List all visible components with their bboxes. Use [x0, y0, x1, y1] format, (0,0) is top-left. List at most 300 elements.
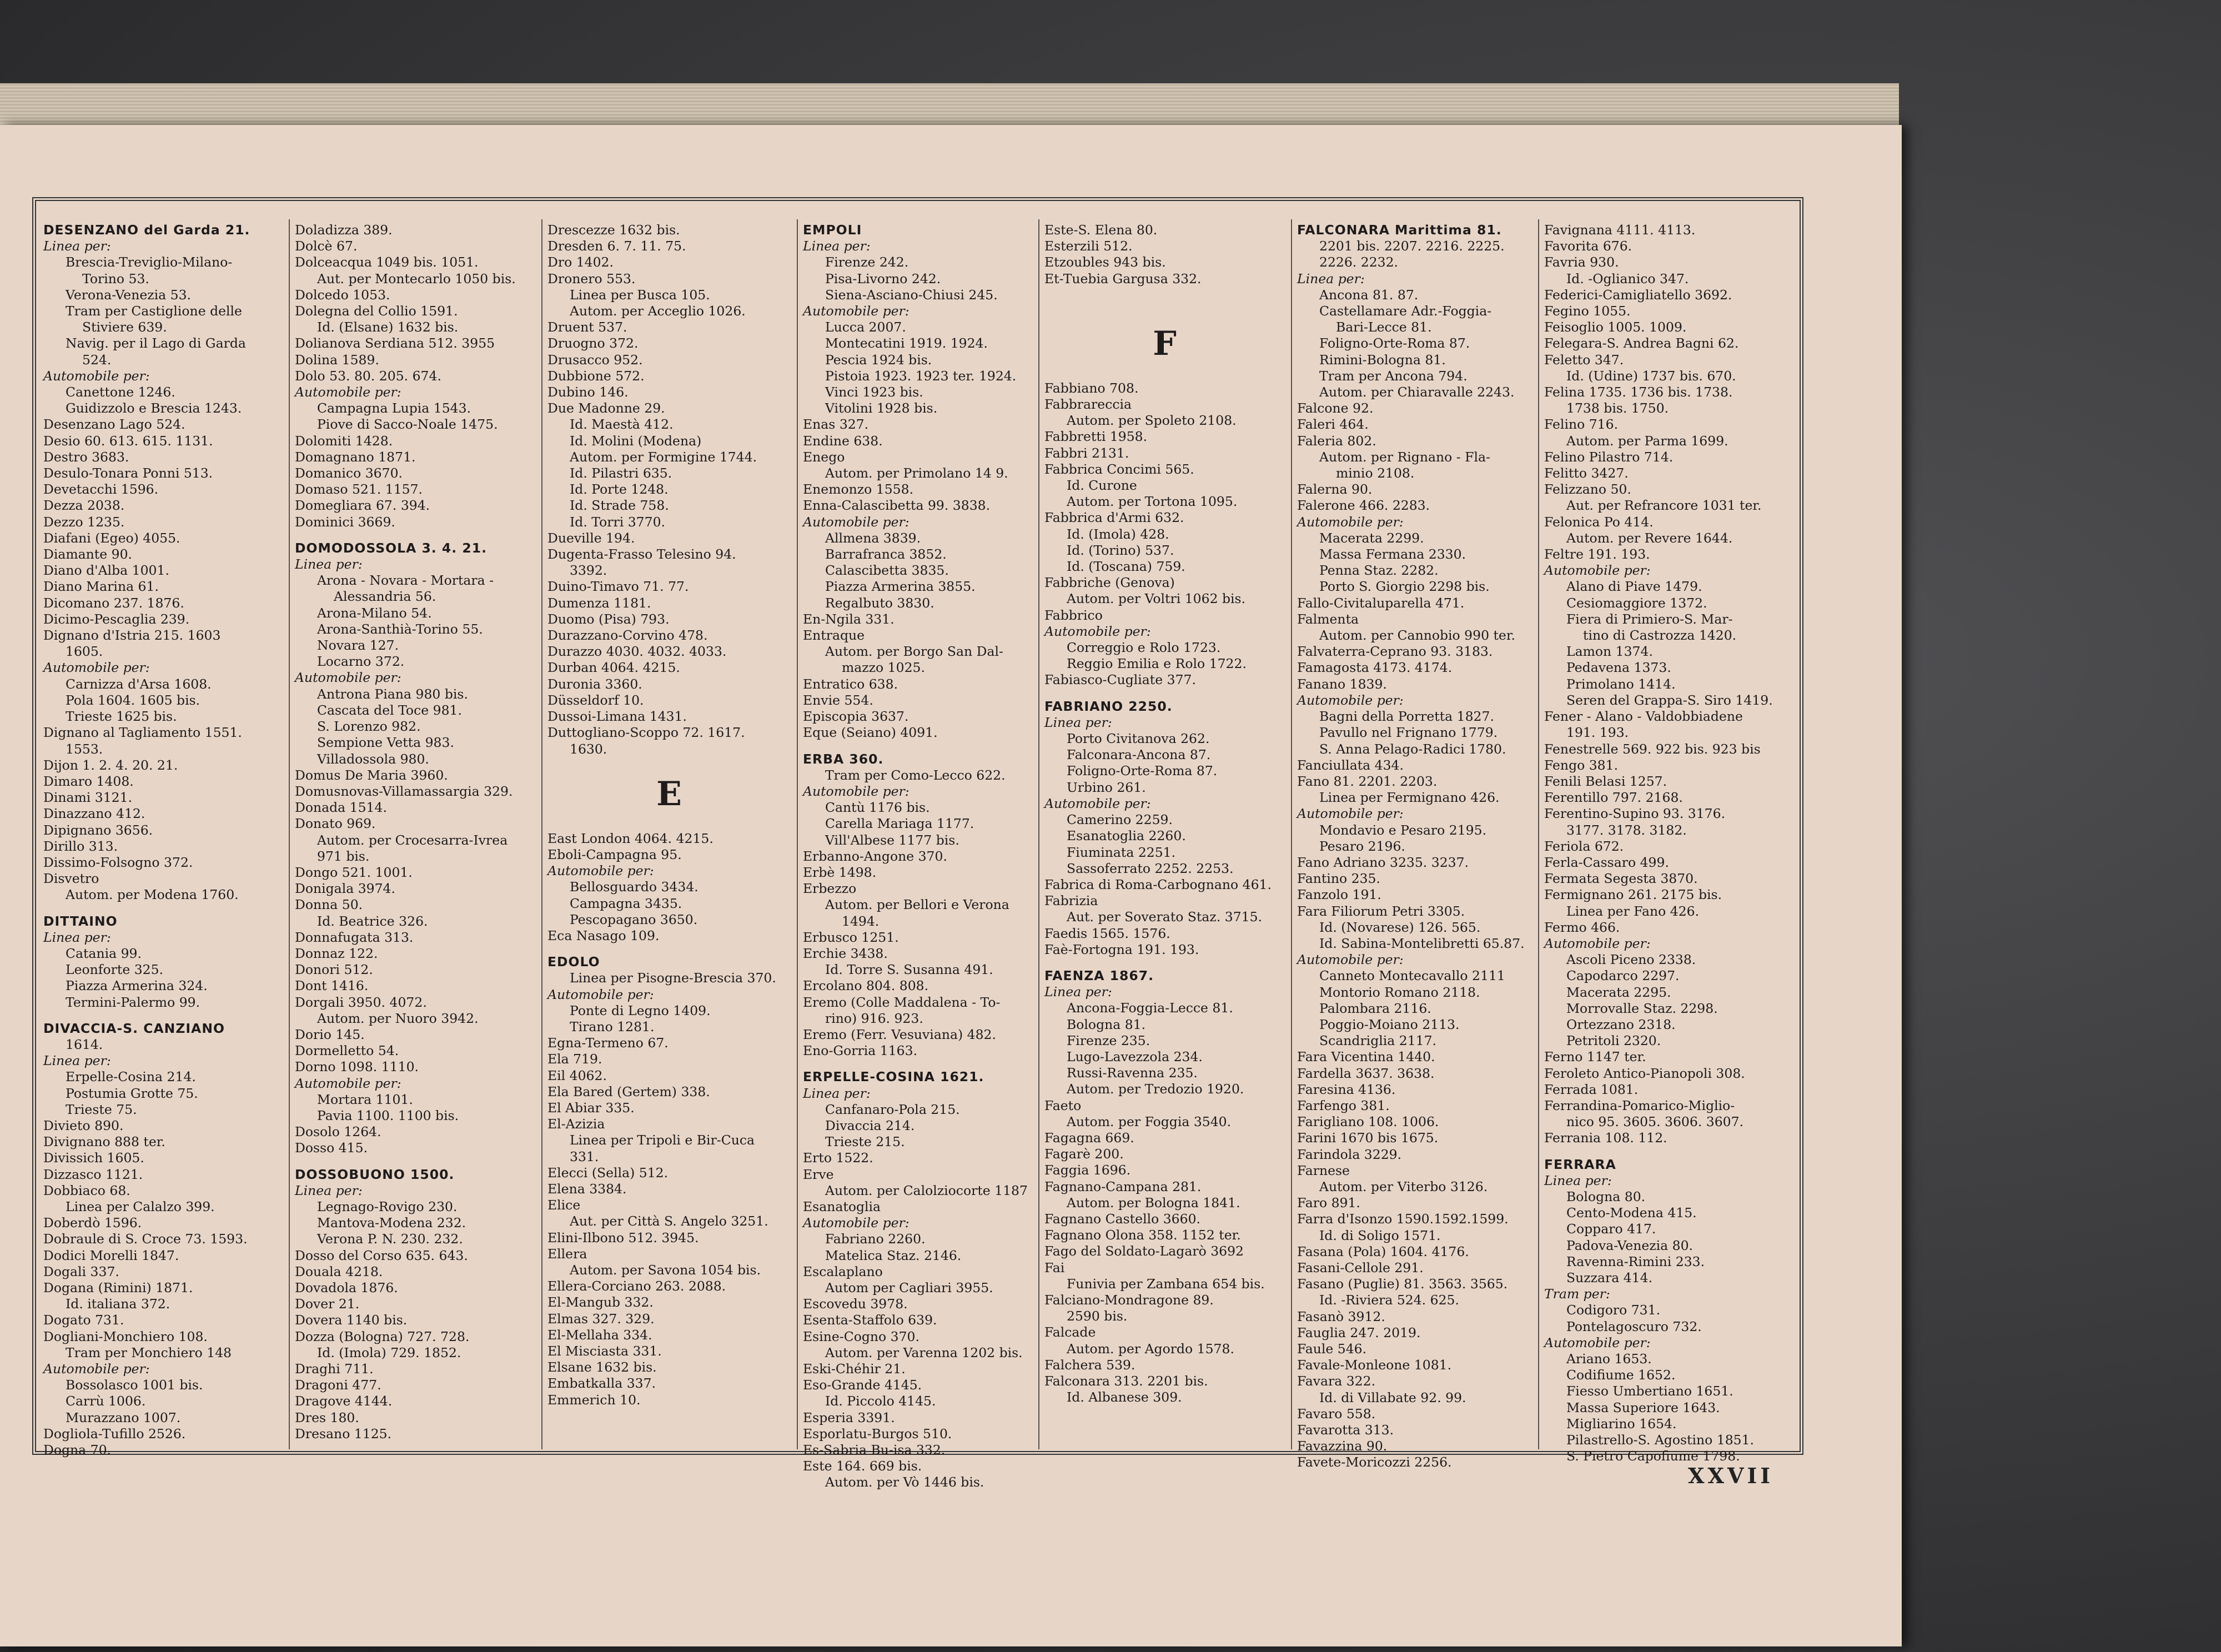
index-entry: Fabbrica Concimi 565. — [1044, 461, 1194, 477]
index-entry: minio 2108. — [1336, 465, 1415, 481]
index-entry: Domus De Maria 3960. — [295, 767, 448, 783]
index-entry: Dezza 2038. — [43, 498, 125, 514]
index-entry: Linea per: — [803, 1085, 871, 1101]
index-entry: Autom. per Tredozio 1920. — [1067, 1081, 1244, 1097]
index-entry: Farini 1670 bis 1675. — [1297, 1130, 1439, 1146]
index-entry: Dolceacqua 1049 bis. 1051. — [295, 254, 479, 270]
index-entry: Escalaplano — [803, 1263, 883, 1279]
index-entry: Esenta-Staffolo 639. — [803, 1312, 937, 1328]
index-entry: Etzoubles 943 bis. — [1044, 254, 1166, 270]
index-entry: Felonica Po 414. — [1544, 514, 1654, 530]
index-entry: Mantova-Modena 232. — [317, 1215, 466, 1231]
index-entry: Ferrania 108. 112. — [1544, 1130, 1667, 1146]
index-entry: Bellosguardo 3434. — [570, 879, 699, 895]
index-entry: Domagnano 1871. — [295, 449, 416, 465]
index-entry: Trieste 215. — [825, 1134, 905, 1150]
index-entry: Id. italiana 372. — [66, 1296, 170, 1312]
index-entry: Ellera-Corciano 263. 2088. — [547, 1278, 726, 1294]
index-entry: Dorio 145. — [295, 1026, 365, 1042]
index-entry: Fasana (Pola) 1604. 4176. — [1297, 1243, 1469, 1259]
index-entry: Farfengo 381. — [1297, 1097, 1390, 1113]
index-entry: Bologna 81. — [1067, 1016, 1146, 1032]
index-entry: Fermata Segesta 3870. — [1544, 871, 1698, 887]
index-entry: Canfanaro-Pola 215. — [825, 1101, 960, 1117]
column-divider — [1291, 219, 1292, 1449]
index-entry: Donnafugata 313. — [295, 929, 414, 945]
index-entry: Diano d'Alba 1001. — [43, 563, 169, 579]
index-entry: Duomo (Pisa) 793. — [547, 611, 670, 627]
entry-heading: FALCONARA Marittima 81. — [1297, 222, 1502, 238]
index-entry: Elini-Ilbono 512. 3945. — [547, 1229, 699, 1246]
index-entry: Scandriglia 2117. — [1319, 1033, 1437, 1049]
index-entry: Esanatoglia — [803, 1198, 881, 1214]
index-entry: Id. (Toscana) 759. — [1067, 559, 1185, 575]
index-entry: Carrù 1006. — [66, 1393, 146, 1409]
index-entry: Automobile per: — [1544, 563, 1651, 579]
index-entry: Favarotta 313. — [1297, 1422, 1394, 1438]
index-entry: Fara Filiorum Petri 3305. — [1297, 903, 1465, 919]
index-entry: Stiviere 639. — [82, 319, 167, 335]
index-entry: Linea per: — [1044, 714, 1112, 730]
index-entry: Autom. per Spoleto 2108. — [1067, 413, 1237, 429]
index-entry: Murazzano 1007. — [66, 1409, 181, 1425]
entry-heading: DIVACCIA-S. CANZIANO — [43, 1020, 225, 1036]
index-entry: Seren del Grappa-S. Siro 1419. — [1566, 692, 1773, 708]
index-entry: Russi-Ravenna 235. — [1067, 1065, 1198, 1081]
index-entry: Montorio Romano 2118. — [1319, 984, 1480, 1000]
index-entry: Ravenna-Rimini 233. — [1566, 1253, 1705, 1269]
index-entry: Id. Pilastri 635. — [570, 465, 672, 481]
index-entry: Guidizzolo e Brescia 1243. — [66, 400, 242, 416]
index-entry: El Misciasta 331. — [547, 1343, 662, 1359]
index-entry: Rimini-Bologna 81. — [1319, 352, 1446, 368]
index-entry: Campagna 3435. — [570, 895, 682, 911]
index-entry: Dolcè 67. — [295, 238, 358, 254]
index-entry — [1044, 958, 1285, 968]
index-entry: El Abiar 335. — [547, 1099, 635, 1116]
index-entry: Carnizza d'Arsa 1608. — [66, 676, 212, 692]
entry-heading: EMPOLI — [803, 222, 862, 238]
index-entry: Dosso 415. — [295, 1140, 368, 1156]
index-entry: Faeto — [1044, 1097, 1082, 1113]
index-entry: Automobile per: — [1297, 952, 1404, 968]
index-entry: Fabriano 2260. — [825, 1231, 926, 1247]
index-entry: Automobile per: — [43, 1361, 150, 1377]
index-entry: Autom. per Modena 1760. — [66, 887, 239, 903]
index-entry: Ortezzano 2318. — [1566, 1016, 1676, 1032]
index-entry: Dimaro 1408. — [43, 773, 134, 789]
index-entry: Firenze 235. — [1067, 1032, 1150, 1048]
index-entry — [43, 1011, 281, 1021]
index-entry: Mortara 1101. — [317, 1091, 413, 1107]
index-entry: Favignana 4111. 4113. — [1544, 222, 1696, 238]
index-entry: Dongo 521. 1001. — [295, 864, 413, 880]
index-entry: Fabbrareccia — [1044, 396, 1132, 413]
index-entry: Autom. per Vò 1446 bis. — [825, 1474, 984, 1490]
index-entry: Autom. per Foggia 3540. — [1067, 1113, 1232, 1129]
index-entry: Linea per: — [295, 556, 363, 573]
index-entry: Eque (Seiano) 4091. — [803, 725, 938, 741]
index-entry: Fener - Alano - Valdobbiadene — [1544, 709, 1743, 725]
index-entry: Id. (Udine) 1737 bis. 670. — [1566, 368, 1736, 384]
index-entry: Esperia 3391. — [803, 1409, 895, 1425]
index-entry: Esterzili 512. — [1044, 238, 1133, 254]
index-entry: Enemonzo 1558. — [803, 481, 914, 498]
index-entry: Felina 1735. 1736 bis. 1738. — [1544, 384, 1733, 400]
index-entry: S. Pietro Capofiume 1798. — [1566, 1448, 1740, 1464]
index-entry: Drusacco 952. — [547, 352, 643, 368]
section-letter: F — [1153, 324, 1177, 363]
index-entry: Id. (Elsane) 1632 bis. — [317, 319, 459, 335]
index-entry: Draghi 711. — [295, 1361, 374, 1377]
index-entry: Autom. per Voltri 1062 bis. — [1067, 591, 1246, 607]
index-entry: Autom. per Revere 1644. — [1566, 530, 1733, 546]
index-entry: Feisoglio 1005. 1009. — [1544, 319, 1687, 335]
index-entry: 2201 bis. 2207. 2216. 2225. — [1319, 238, 1505, 254]
index-entry: Episcopia 3637. — [803, 709, 909, 725]
column-divider — [1538, 219, 1539, 1449]
index-entry: Fagnano Olona 358. 1152 ter. — [1044, 1227, 1241, 1243]
index-entry: Pescopagano 3650. — [570, 911, 698, 927]
index-entry: 2226. 2232. — [1319, 254, 1399, 270]
index-entry: Bossolasco 1001 bis. — [66, 1377, 203, 1393]
index-entry: Endine 638. — [803, 433, 883, 449]
index-entry: Dogliola-Tufillo 2526. — [43, 1425, 186, 1442]
index-entry: Arona-Milano 54. — [317, 605, 432, 621]
index-entry: Fagnano Castello 3660. — [1044, 1211, 1200, 1227]
index-entry: Tirano 1281. — [570, 1018, 655, 1035]
index-entry: Ferrada 1081. — [1544, 1081, 1639, 1097]
index-entry: Desenzano Lago 524. — [43, 416, 185, 433]
index-entry: Divaccia 214. — [825, 1117, 915, 1133]
index-entry: Duronia 3360. — [547, 676, 642, 692]
index-entry: Escovedu 3978. — [803, 1296, 908, 1312]
index-entry: Dolcedo 1053. — [295, 287, 390, 303]
index-entry: Linea per Fermignano 426. — [1319, 790, 1500, 806]
index-entry: Dolina 1589. — [295, 352, 379, 368]
section-letter: E — [656, 774, 682, 814]
index-entry: Pesaro 2196. — [1319, 838, 1405, 854]
index-entry: Disvetro — [43, 871, 99, 887]
index-entry: Federici-Camigliatello 3692. — [1544, 287, 1732, 303]
index-entry: Autom. per Rignano - Fla- — [1319, 449, 1490, 465]
index-entry: Falmenta — [1297, 611, 1359, 627]
index-entry: Linea per: — [43, 929, 111, 945]
index-entry: Linea per Tripoli e Bir-Cuca — [570, 1132, 755, 1148]
index-entry: Bologna 80. — [1566, 1188, 1646, 1204]
index-entry: Donigala 3974. — [295, 881, 395, 897]
index-entry: Fiuminata 2251. — [1067, 844, 1176, 860]
index-entry: Dolianova Serdiana 512. 3955 — [295, 335, 495, 352]
entry-heading: DESENZANO del Garda 21. — [43, 222, 250, 238]
index-entry: Falconara 313. 2201 bis. — [1044, 1373, 1208, 1389]
entry-heading: FABRIANO 2250. — [1044, 698, 1173, 714]
index-entry: Ascoli Piceno 2338. — [1566, 952, 1696, 968]
index-entry: 191. 193. — [1566, 725, 1629, 741]
index-entry: Automobile per: — [1044, 623, 1151, 639]
index-entry: Esanatoglia 2260. — [1067, 828, 1186, 844]
index-entry: El-Mellaha 334. — [547, 1327, 652, 1343]
index-entry: Postumia Grotte 75. — [66, 1085, 198, 1101]
index-entry: Diamante 90. — [43, 546, 132, 563]
index-entry: Dosolo 1264. — [295, 1124, 381, 1140]
column-divider — [1038, 219, 1039, 1449]
column-divider — [289, 219, 290, 1449]
index-entry: Fagnano-Campana 281. — [1044, 1178, 1202, 1194]
index-entry: Fardella 3637. 3638. — [1297, 1065, 1435, 1081]
index-entry: Dogato 731. — [43, 1312, 124, 1328]
index-entry: Pontelagoscuro 732. — [1566, 1318, 1702, 1334]
column-divider — [541, 219, 542, 1449]
entry-heading: EDOLO — [547, 954, 600, 970]
index-entry: Poggio-Moiano 2113. — [1319, 1016, 1460, 1032]
index-entry: S. Lorenzo 982. — [317, 719, 421, 735]
index-entry: Felino Pilastro 714. — [1544, 449, 1674, 465]
index-entry: Piazza Armerina 324. — [66, 978, 208, 994]
index-entry: Automobile per: — [1297, 806, 1404, 822]
index-entry: Dresano 1125. — [295, 1425, 392, 1442]
index-entry — [1044, 307, 1285, 317]
index-entry: Farindola 3229. — [1297, 1146, 1402, 1162]
index-entry: Id. (Imola) 729. 1852. — [317, 1344, 461, 1360]
index-entry: Feltre 191. 193. — [1544, 546, 1650, 563]
index-entry: Palombara 2116. — [1319, 1000, 1431, 1016]
index-entry — [1044, 370, 1285, 380]
index-entry: Dresden 6. 7. 11. 75. — [547, 238, 686, 254]
index-entry: En-Ngila 331. — [803, 611, 895, 627]
index-entry: Penna Staz. 2282. — [1319, 563, 1439, 579]
index-entry: Emmerich 10. — [547, 1392, 641, 1408]
index-entry: Autom. per Borgo San Dal- — [825, 644, 1003, 660]
column-6 — [1294, 222, 1538, 1470]
index-entry: Dogana (Rimini) 1871. — [43, 1280, 193, 1296]
index-entry: Erbè 1498. — [803, 864, 877, 880]
index-entry: Doberdò 1596. — [43, 1215, 142, 1231]
index-entry: Fabbriche (Genova) — [1044, 575, 1175, 591]
index-entry: Id. Torri 3770. — [570, 514, 665, 530]
index-entry: Camerino 2259. — [1067, 812, 1173, 828]
index-entry: Duttogliano-Scoppo 72. 1617. — [547, 725, 745, 741]
index-entry: Autom. per Tortona 1095. — [1067, 494, 1238, 510]
index-entry: Favara 322. — [1297, 1373, 1376, 1389]
index-entry: Automobile per: — [295, 384, 401, 400]
index-entry: Elecci (Sella) 512. — [547, 1164, 669, 1181]
page-edges — [0, 83, 1899, 129]
index-entry: Automobile per: — [1044, 795, 1151, 811]
index-entry: 1614. — [66, 1036, 103, 1052]
index-entry: Entratico 638. — [803, 676, 898, 692]
index-entry: Dinazzano 412. — [43, 806, 145, 822]
index-entry: Massa Fermana 2330. — [1319, 546, 1466, 563]
index-entry: Fermignano 261. 2175 bis. — [1544, 887, 1722, 903]
index-entry: Dubino 146. — [547, 384, 629, 400]
index-entry: 1738 bis. 1750. — [1566, 400, 1669, 416]
index-entry: 3177. 3178. 3182. — [1566, 822, 1687, 838]
index-entry: Durban 4064. 4215. — [547, 660, 680, 676]
index-entry: Donnaz 122. — [295, 945, 378, 961]
index-entry: Copparo 417. — [1566, 1221, 1656, 1237]
index-entry: Dont 1416. — [295, 978, 369, 994]
index-entry: Linea per: — [1044, 984, 1112, 1000]
index-entry: Allmena 3839. — [825, 530, 921, 546]
index-entry: mazzo 1025. — [842, 660, 925, 676]
index-entry: Autom. per Bologna 1841. — [1067, 1194, 1240, 1211]
index-entry: Autom. per Bellori e Verona — [825, 897, 1009, 913]
index-entry: Esporlatu-Burgos 510. — [803, 1425, 952, 1442]
index-entry: El-Azizia — [547, 1116, 605, 1132]
index-entry: Donada 1514. — [295, 800, 387, 816]
index-entry: Porto Civitanova 262. — [1067, 731, 1210, 747]
index-entry: Fegino 1055. — [1544, 303, 1631, 319]
index-entry: Alano di Piave 1479. — [1566, 579, 1702, 595]
index-entry: Locarno 372. — [317, 654, 405, 670]
index-entry: Fabbri 2131. — [1044, 445, 1129, 461]
index-entry: Reggio Emilia e Rolo 1722. — [1067, 656, 1247, 672]
index-entry: Feletto 347. — [1544, 352, 1624, 368]
index-entry: Verona-Venezia 53. — [66, 287, 191, 303]
index-entry: Cesiomaggiore 1372. — [1566, 595, 1707, 611]
index-entry: Id. di Soligo 1571. — [1319, 1227, 1441, 1243]
index-entry: Vitolini 1928 bis. — [825, 400, 938, 416]
index-entry: Linea per Calalzo 399. — [66, 1198, 215, 1214]
index-entry: Fai — [1044, 1259, 1065, 1276]
index-entry: Felitto 3427. — [1544, 465, 1629, 481]
index-entry — [547, 944, 791, 954]
index-entry: Autom. per Calolziocorte 1187 — [825, 1182, 1028, 1198]
index-entry: Et-Tuebia Gargusa 332. — [1044, 270, 1202, 287]
index-entry: Morrovalle Staz. 2298. — [1566, 1000, 1718, 1016]
index-entry: 3392. — [570, 563, 607, 579]
index-entry: Faresina 4136. — [1297, 1081, 1396, 1097]
index-entry: Faleria 802. — [1297, 433, 1376, 449]
index-entry: East London 4064. 4215. — [547, 830, 713, 846]
index-entry: Dro 1402. — [547, 254, 614, 270]
index-entry: Enna-Calascibetta 99. 3838. — [803, 498, 991, 514]
index-entry: Dronero 553. — [547, 270, 636, 287]
index-entry: Druent 537. — [547, 319, 627, 335]
index-entry: Linea per: — [295, 1182, 363, 1198]
index-entry: Erve — [803, 1166, 834, 1182]
index-entry: Fanzolo 191. — [1297, 887, 1381, 903]
index-entry: Automobile per: — [803, 303, 909, 319]
index-entry: Domusnovas-Villamassargia 329. — [295, 783, 513, 799]
index-entry: Autom. per Savona 1054 bis. — [570, 1262, 761, 1278]
index-entry: Aut. per Soverato Staz. 3715. — [1067, 909, 1263, 925]
index-entry: Eboli-Campagna 95. — [547, 846, 682, 862]
index-entry: Ercolano 804. 808. — [803, 978, 929, 994]
index-entry: Correggio e Rolo 1723. — [1067, 640, 1221, 656]
index-entry: Favale-Monleone 1081. — [1297, 1357, 1452, 1373]
index-entry: Automobile per: — [1297, 692, 1404, 708]
index-entry: Erbusco 1251. — [803, 929, 899, 945]
index-entry: Pola 1604. 1605 bis. — [66, 692, 200, 708]
index-entry: Id. Strade 758. — [570, 498, 669, 514]
index-entry: Fagarè 200. — [1044, 1146, 1124, 1162]
index-entry: Fanano 1839. — [1297, 676, 1387, 692]
index-entry: Dumenza 1181. — [547, 595, 651, 611]
index-entry: Aut. per Refrancore 1031 ter. — [1566, 498, 1762, 514]
index-entry: Erbanno-Angone 370. — [803, 848, 947, 864]
index-entry: Brescia-Treviglio-Milano- — [66, 254, 233, 270]
index-entry: 1553. — [66, 741, 103, 757]
index-entry: Autom. per Acceglio 1026. — [570, 303, 746, 319]
index-entry: Linea per Fano 426. — [1566, 903, 1700, 919]
index-entry: Automobile per: — [547, 986, 654, 1002]
index-entry: Fago del Soldato-Lagarò 3692 — [1044, 1243, 1244, 1259]
index-entry: Dueville 194. — [547, 530, 635, 546]
index-entry: Bari-Lecce 81. — [1336, 319, 1432, 335]
index-entry: Dosso del Corso 635. 643. — [295, 1247, 468, 1263]
index-entry: Fengo 381. — [1544, 757, 1619, 773]
index-entry: Antrona Piana 980 bis. — [317, 686, 468, 702]
index-entry: Trieste 1625 bis. — [66, 709, 177, 725]
index-entry: Codigoro 731. — [1566, 1302, 1661, 1318]
index-entry: Id. Beatrice 326. — [317, 913, 428, 929]
index-entry: Dragove 4144. — [295, 1393, 393, 1409]
index-entry: Autom. per Chiaravalle 2243. — [1319, 384, 1515, 400]
index-entry: Carella Mariaga 1177. — [825, 816, 974, 832]
index-entry: Fabbrico — [1044, 607, 1103, 623]
index-entry: Sassoferrato 2252. 2253. — [1067, 860, 1234, 876]
index-entry: Cascata del Toce 981. — [317, 702, 462, 718]
index-entry: Eno-Gorria 1163. — [803, 1043, 918, 1059]
index-entry: Dodici Morelli 1847. — [43, 1247, 179, 1263]
index-entry: Falchera 539. — [1044, 1357, 1135, 1373]
index-entry: Regalbuto 3830. — [825, 595, 934, 611]
index-entry: Castellamare Adr.-Foggia- — [1319, 303, 1492, 319]
index-entry: Erchie 3438. — [803, 945, 888, 961]
index-entry: Id. (Novarese) 126. 565. — [1319, 919, 1481, 935]
index-entry: Automobile per: — [1544, 935, 1651, 951]
index-entry: Pisa-Livorno 242. — [825, 270, 941, 287]
index-entry: Pavullo nel Frignano 1779. — [1319, 725, 1498, 741]
index-entry: Torino 53. — [82, 270, 149, 287]
column-2 — [292, 222, 539, 1449]
index-entry: Id. Sabina-Montelibretti 65.87. — [1319, 935, 1525, 951]
index-entry: Dres 180. — [295, 1409, 359, 1425]
index-entry: Ferentino-Supino 93. 3176. — [1544, 806, 1726, 822]
index-entry: Doladizza 389. — [295, 222, 393, 238]
index-entry: Es-Sabria Bu-isa 332. — [803, 1442, 946, 1458]
index-entry: Calascibetta 3835. — [825, 563, 949, 579]
index-entry: Fenestrelle 569. 922 bis. 923 bis — [1544, 741, 1761, 757]
index-entry: Enego — [803, 449, 845, 465]
index-entry: Egna-Termeno 67. — [547, 1035, 669, 1051]
index-entry: Id. Porte 1248. — [570, 481, 669, 498]
index-entry: Druogno 372. — [547, 335, 639, 352]
index-entry: Diafani (Egeo) 4055. — [43, 530, 180, 546]
index-entry: Dissimo-Folsogno 372. — [43, 854, 193, 870]
index-entry: Vinci 1923 bis. — [825, 384, 923, 400]
index-entry: Dover 21. — [295, 1296, 360, 1312]
index-entry: Eso-Grande 4145. — [803, 1377, 922, 1393]
index-entry: Fara Vicentina 1440. — [1297, 1049, 1435, 1065]
column-1 — [40, 222, 284, 1458]
index-entry: Elmas 327. 329. — [547, 1310, 655, 1327]
index-entry: Faggia 1696. — [1044, 1162, 1131, 1178]
index-entry: Ariano 1653. — [1566, 1351, 1652, 1367]
index-entry: Barrafranca 3852. — [825, 546, 947, 563]
entry-heading: DOSSOBUONO 1500. — [295, 1166, 455, 1182]
index-entry: Autom. per Agordo 1578. — [1067, 1340, 1234, 1357]
index-entry: 971 bis. — [317, 848, 370, 864]
index-entry: Erto 1522. — [803, 1150, 873, 1166]
index-entry — [1044, 287, 1285, 297]
index-entry: Padova-Venezia 80. — [1566, 1237, 1693, 1253]
index-entry: Desulo-Tonara Ponni 513. — [43, 465, 213, 481]
index-entry: Este-S. Elena 80. — [1044, 222, 1158, 238]
index-entry: Automobile per: — [803, 514, 909, 530]
